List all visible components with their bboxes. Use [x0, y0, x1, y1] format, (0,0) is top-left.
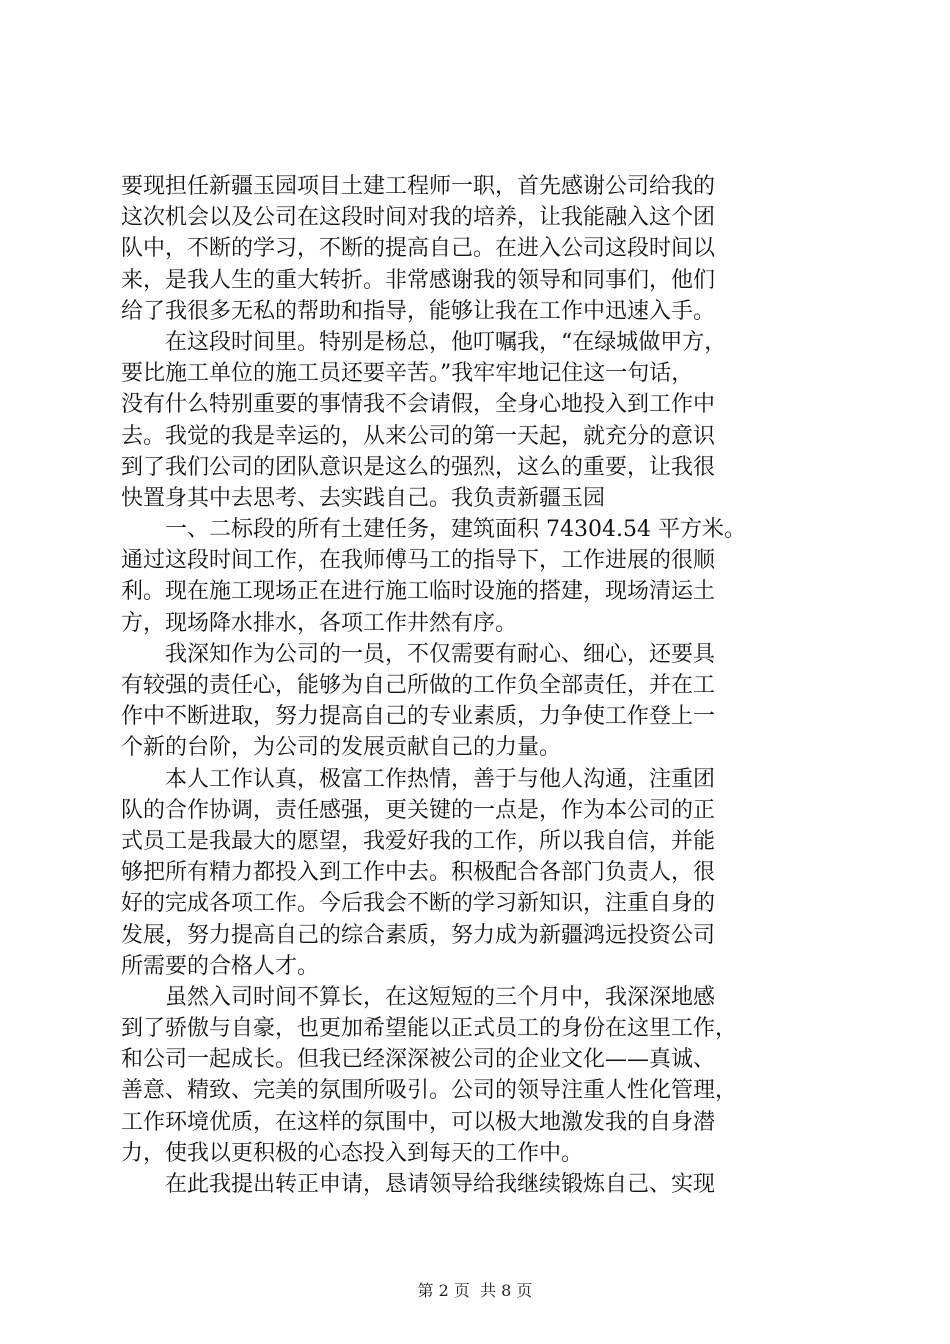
document-body — [121, 171, 841, 1200]
body-paragraph — [121, 171, 841, 327]
text-line: 和公司一起成长。但我已经深深被公司的企业文化——真诚、 — [121, 1047, 716, 1073]
text-line: 通过这段时间工作，在我师傅马工的指导下，工作进展的很顺 — [121, 548, 716, 574]
text-line: 够把所有精力都投入到工作中去。积极配合各部门负责人，很 — [121, 860, 716, 886]
body-paragraph — [121, 639, 841, 764]
body-paragraph — [121, 764, 841, 982]
text-line: 个新的台阶，为公司的发展贡献自己的力量。 — [121, 735, 562, 761]
text-line: 虽然入司时间不算长，在这短短的三个月中，我深深地感 — [121, 984, 716, 1010]
text-line: 好的完成各项工作。今后我会不断的学习新知识，注重自身的 — [121, 891, 716, 917]
text-line: 到了我们公司的团队意识是这么的强烈，这么的重要，让我很 — [121, 454, 716, 480]
text-line: 有较强的责任心，能够为自己所做的工作负全部责任，并在工 — [121, 673, 716, 698]
body-paragraph — [121, 514, 841, 639]
text-line: 要比施工单位的施工员还要辛苦。”我牢牢地记住这一句话， — [121, 361, 694, 387]
text-line: 来，是我人生的重大转折。非常感谢我的领导和同事们，他们 — [121, 267, 716, 293]
text-line: 我深知作为公司的一员，不仅需要有耐心、细心，还要具 — [121, 641, 716, 667]
text-line: 工作环境优质，在这样的氛围中，可以极大地激发我的自身潜 — [121, 1109, 716, 1135]
text-line: 去。我觉的我是幸运的，从来公司的第一天起，就充分的意识 — [121, 423, 716, 449]
text-line: 所需要的合格人才。 — [121, 953, 320, 979]
text-line: 到了骄傲与自豪，也更加希望能以正式员工的身份在这里工作， — [121, 1016, 738, 1042]
text-line: 在此我提出转正申请，恳请领导给我继续锻炼自己、实现 — [121, 1172, 716, 1197]
text-line: 要现担任新疆玉园项目土建工程师一职，首先感谢公司给我的 — [121, 174, 716, 199]
body-paragraph — [121, 982, 841, 1169]
text-line: 发展，努力提高自己的综合素质，努力成为新疆鸿远投资公司 — [121, 922, 716, 948]
text-line: 力，使我以更积极的心态投入到每天的工作中。 — [121, 1140, 584, 1166]
text-line: 善意、精致、完美的氛围所吸引。公司的领导注重人性化管理， — [121, 1078, 738, 1104]
text-line: 利。现在施工现场正在进行施工临时设施的搭建，现场清运土 — [121, 579, 716, 605]
text-line: 式员工是我最大的愿望，我爱好我的工作，所以我自信，并能 — [121, 828, 716, 854]
body-paragraph — [121, 1169, 841, 1200]
text-line: 这次机会以及公司在这段时间对我的培养，让我能融入这个团 — [121, 205, 716, 231]
page-footer: 第 2 页 共 8 页 — [417, 1281, 533, 1300]
text-line: 方，现场降水排水，各项工作井然有序。 — [121, 610, 518, 636]
text-line: 给了我很多无私的帮助和指导，能够让我在工作中迅速入手。 — [121, 298, 716, 324]
text-line: 在这段时间里。特别是杨总，他叮嘱我，“在绿城做甲方， — [121, 329, 727, 355]
text-line: 没有什么特别重要的事情我不会请假，全身心地投入到工作中 — [121, 392, 716, 418]
text-line: 队的合作协调，责任感强，更关键的一点是，作为本公司的正 — [121, 797, 716, 823]
text-line: 本人工作认真，极富工作热情，善于与他人沟通，注重团 — [121, 766, 716, 792]
text-line: 快置身其中去思考、去实践自己。我负责新疆玉园 — [121, 485, 606, 511]
text-line: 队中，不断的学习，不断的提高自己。在进入公司这段时间以 — [121, 236, 716, 262]
text-line: 一、二标段的所有土建任务，建筑面积 74304.54 平方米。 — [121, 517, 746, 543]
body-paragraph — [121, 327, 841, 514]
text-line: 作中不断进取，努力提高自己的专业素质，力争使工作登上一 — [121, 704, 716, 730]
